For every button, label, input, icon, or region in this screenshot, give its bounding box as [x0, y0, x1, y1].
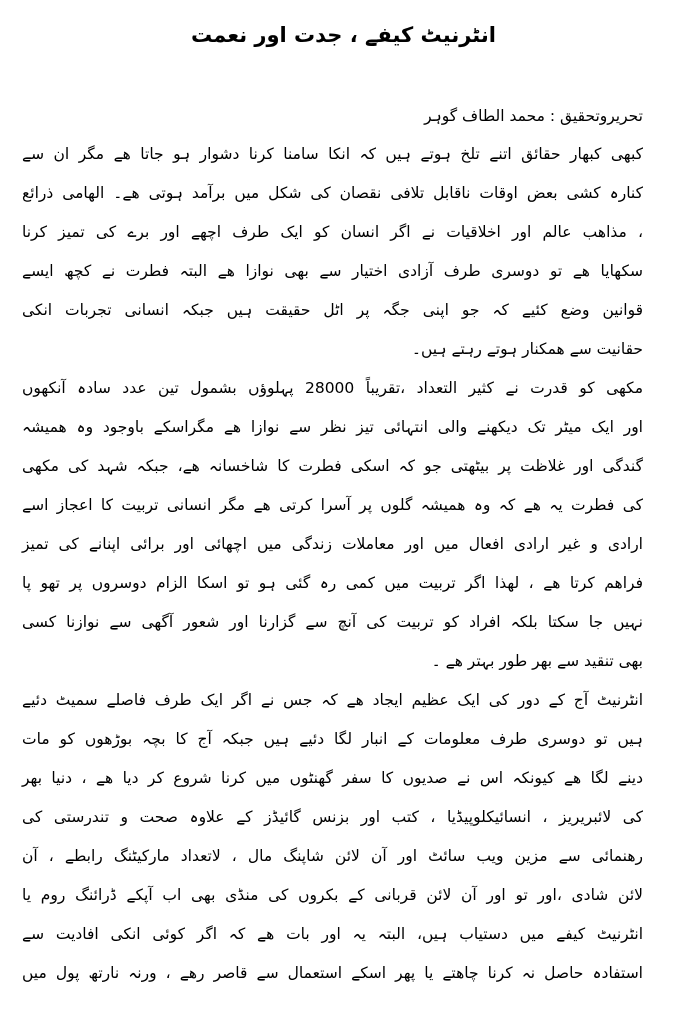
body-line: رھنمائی سے مزین ویب سائٹ اور آن لائن شاپنگ مال ، لاتعداد مارکیٹنگ رابطے ، آن: [22, 847, 643, 865]
body-line: کبھی کبھار حقائق اتنے تلخ ہوتے ہیں کہ انکا سامنا کرنا دشوار ہو جاتا ھے مگر ان سے: [22, 145, 643, 163]
body-line: کی لائبریریز ، انسائیکلوپیڈیا ، کتب اور بزنس گائیڈز کے علاوہ صحت و تندرستی کی: [22, 808, 643, 826]
body-line: مکھی کو قدرت نے کثیر التعداد ،تقریباً 28000 پہلوؤں بشمول تین عدد سادہ آنکھوں: [22, 379, 643, 397]
body-line: ، مذاھب عالم اور اخلاقیات نے اگر انسان کو ایک طرف اچھے اور برے کی تمیز کرنا: [22, 223, 643, 241]
body-line: انٹرنیٹ کیفے میں دستیاب ہیں، البتہ یہ اور بات ھے کہ اگر کوئی انکی افادیت سے: [22, 925, 643, 943]
body-line: بھی تنقید سے بھر طور بہتر ھے ۔: [431, 652, 643, 670]
body-line: نہیں جا سکتا بلکہ افراد کو تربیت کی آنچ سے گزارنا اور شعور آگھی سے نوازنا کسی: [22, 613, 643, 631]
body-line: ارادی و غیر ارادی افعال میں اور معاملات زندگی میں اچھائی اور برائی اپنانے کی تمیز: [22, 535, 643, 553]
body-line: اور ایک میٹر تک دیکھنے والی انتہائی تیز نظر سے نوازا ھے مگراسکے باوجود وہ ھمیشہ: [22, 418, 643, 436]
body-line: کنارہ کشی بعض اوقات ناقابل تلافی نقصان کی شکل میں برآمد ہوتی ھے۔ الھامی ذرائع: [22, 184, 643, 202]
body-line: قوانین وضع کئیے کہ جو اپنی جگہ پر اٹل حقیقت ہیں جبکہ انسانی تجربات انکی: [22, 301, 643, 319]
body-line: سکھایا ھے تو دوسری طرف آزادی اختیار سے بھی نوازا ھے البتہ فطرت نے کچھ ایسے: [22, 262, 643, 280]
article-title: انٹرنیٹ کیفے ، جدت اور نعمت: [191, 23, 496, 47]
body-line: گندگی اور غلاظت پر بیٹھتی جو کہ اسکی فطرت کا شاخسانہ ھے، جبکہ شہد کی مکھی: [22, 457, 643, 475]
body-line: فراھم کرتا ھے ، لھذا اگر تربیت میں کمی رہ گئی ہو تو اسکا الزام دوسروں پر تھو پا: [22, 574, 643, 592]
body-line: ہیں تو دوسری طرف معلومات کے انبار لگا دئیے ہیں جبکہ آج کا بچہ بوڑھوں کو مات: [22, 730, 643, 748]
body-line: دینے لگا ھے کیونکہ اس نے صدیوں کا سفر گھنٹوں میں کرنا شروع کر دیا ھے ، دنیا بھر: [22, 769, 643, 787]
body-line: کی فطرت یہ ھے کہ وہ ھمیشہ گلوں پر آسرا کرتی ھے مگر انسانی تربیت کا اعجاز اسے: [22, 496, 643, 514]
body-line: لائن شادی ،اور تو اور آن لائن قربانی کے بکروں کی منڈی بھی اب آپکے ڈرائنگ روم یا: [22, 886, 643, 904]
body-line: انٹرنیٹ آج کے دور کی ایک عظیم ایجاد ھے کہ جس نے اگر ایک طرف فاصلے سمیٹ دئیے: [22, 691, 643, 709]
body-line: استفادہ حاصل نہ کرنا چاھتے یا پھر اسکے استعمال سے قاصر رھے ، ورنہ نارتھ پول میں: [22, 964, 643, 982]
author-byline: تحریروتحقیق : محمد الطاف گوہر: [424, 107, 643, 125]
body-line: حقانیت سے ھمکنار ہوتے رہتے ہیں۔: [411, 340, 643, 358]
